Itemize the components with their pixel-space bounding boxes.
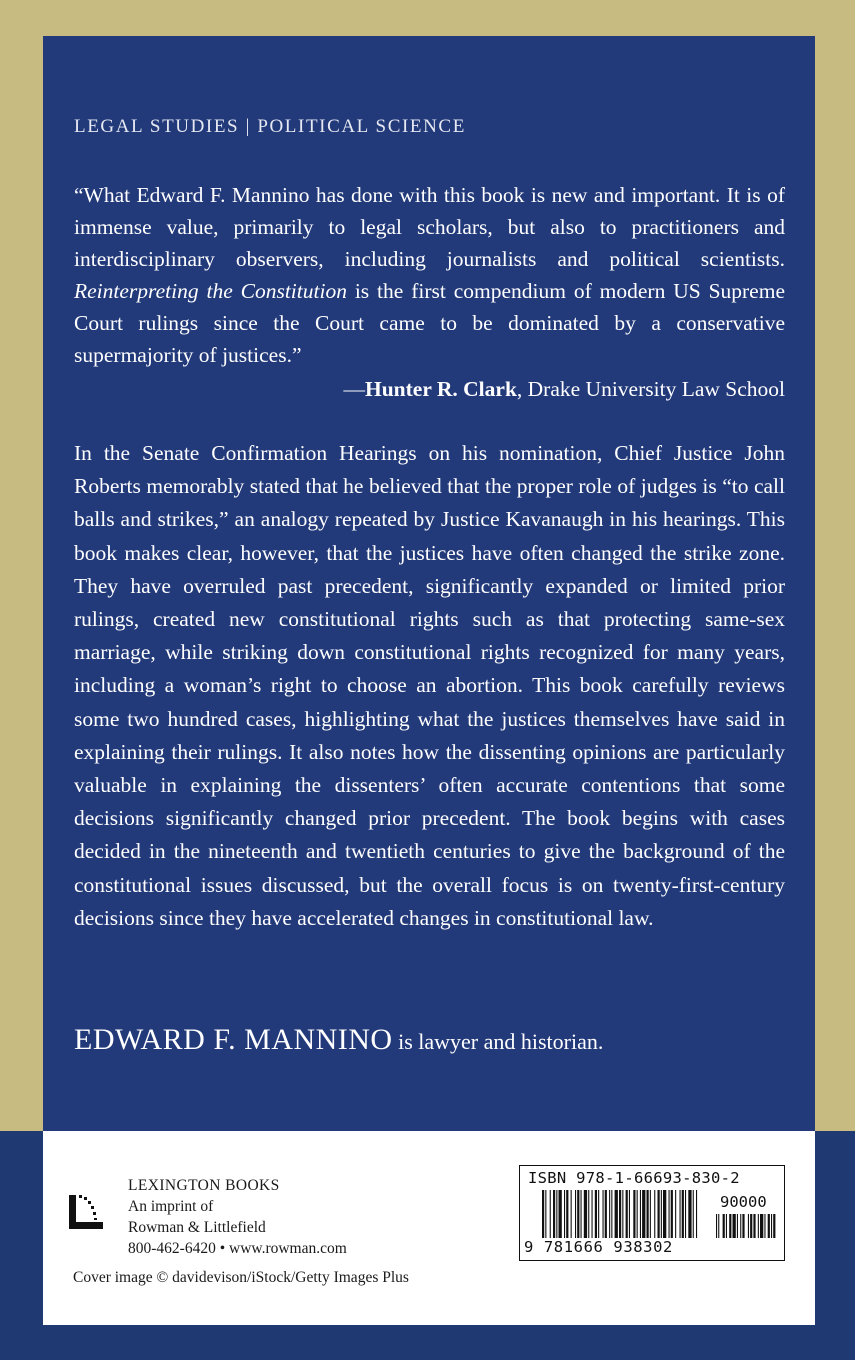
book-description bbox=[74, 437, 785, 935]
barcode-bar bbox=[611, 1190, 612, 1238]
barcode-bar bbox=[688, 1190, 691, 1238]
barcode-bar bbox=[575, 1190, 576, 1238]
barcode-bar bbox=[598, 1190, 599, 1238]
author-name: EDWARD F. MANNINO bbox=[74, 1023, 393, 1056]
barcode-bar bbox=[545, 1190, 546, 1238]
barcode-bar bbox=[737, 1214, 738, 1238]
publisher-contact: 800-462-6420 • www.rowman.com bbox=[128, 1240, 347, 1257]
barcode-bar bbox=[566, 1190, 568, 1238]
barcode-bar bbox=[661, 1190, 662, 1238]
barcode-bar bbox=[682, 1190, 684, 1238]
barcode-bar bbox=[693, 1190, 694, 1238]
barcode-bar bbox=[619, 1190, 621, 1238]
barcode-bar bbox=[748, 1214, 749, 1238]
barcode-bar bbox=[615, 1190, 618, 1238]
barcode-bar bbox=[726, 1214, 727, 1238]
barcode-bar bbox=[680, 1190, 681, 1238]
barcode-bar bbox=[626, 1190, 628, 1238]
barcode-bar bbox=[595, 1190, 597, 1238]
barcode-bar bbox=[603, 1190, 604, 1238]
barcode-bar bbox=[577, 1190, 579, 1238]
barcode-bar bbox=[637, 1190, 638, 1238]
barcode-bar bbox=[553, 1190, 555, 1238]
imprint-line: An imprint of bbox=[128, 1198, 214, 1215]
barcode-bar bbox=[592, 1190, 593, 1238]
barcode-bar bbox=[633, 1190, 635, 1238]
barcode-bar bbox=[669, 1190, 670, 1238]
lexington-logo-icon bbox=[69, 1191, 105, 1231]
barcode-bar bbox=[733, 1214, 736, 1238]
attribution-affiliation: , Drake University Law School bbox=[516, 377, 785, 401]
barcode-bar bbox=[718, 1214, 719, 1238]
barcode-bar bbox=[584, 1190, 587, 1238]
barcode-bar bbox=[559, 1190, 562, 1238]
barcode-bar bbox=[581, 1190, 582, 1238]
barcode-bar bbox=[622, 1190, 623, 1238]
barcode-bar bbox=[564, 1190, 565, 1238]
author-bio bbox=[74, 1023, 603, 1057]
category-label: LEGAL STUDIES | POLITICAL SCIENCE bbox=[74, 116, 466, 137]
barcode-bar bbox=[758, 1214, 759, 1238]
barcode-bar bbox=[716, 1214, 717, 1238]
description-text: In the Senate Confirmation Hearings on his nomination, Chief Justice John Roberts memorably stated that he believed that the proper role of judges is “to call balls and strikes,” an analogy repeated by Justice Kavanaugh in his hearings. This book makes clear, however, that the justices have often changed the strike zone. They have overruled past precedent, significantly expanded or limited prior rulings, created new constitutional rights such as that protecting same-sex marriage, while striking down constitutional rights recognized for many years, including a woman’s right to choose an abortion. This book carefully reviews some two hundred cases, highlighting what the justices themselves have said in explaining their rulings. It also notes how the dissenting opinions are particularly valuable in explaining the dissenters’ often accurate contentions that some decisions significantly changed prior precedent. The book begins with cases decided in the nineteenth and twentieth centuries to give the background of the constitutional issues discussed, but the overall focus is on twenty-first-century decisions since they have accelerated changes in constitutional law. bbox=[74, 441, 785, 930]
barcode-bar bbox=[642, 1190, 645, 1238]
quote-attribution bbox=[74, 373, 785, 405]
barcode-bar bbox=[723, 1214, 725, 1238]
barcode-bar bbox=[663, 1190, 666, 1238]
barcode-bar bbox=[550, 1190, 551, 1238]
author-bio-text: is lawyer and historian. bbox=[392, 1029, 604, 1054]
barcode-bar bbox=[605, 1190, 607, 1238]
publisher-panel bbox=[43, 1131, 815, 1325]
isbn-number: ISBN 978-1-66693-830-2 bbox=[528, 1169, 740, 1187]
price-code: 90000 bbox=[720, 1193, 767, 1211]
parent-publisher: Rowman & Littlefield bbox=[128, 1219, 266, 1236]
publisher-info bbox=[128, 1175, 347, 1259]
quote-book-title: Reinterpreting the Constitution bbox=[74, 279, 347, 303]
barcode-bar bbox=[556, 1190, 557, 1238]
barcode-bar bbox=[658, 1190, 660, 1238]
barcode-bar bbox=[650, 1190, 651, 1238]
barcode-bar bbox=[768, 1214, 770, 1238]
barcode-bar bbox=[764, 1214, 765, 1238]
barcode-bar bbox=[609, 1190, 610, 1238]
back-cover-panel bbox=[43, 36, 815, 1132]
quote-text-start: “What Edward F. Mannino has done with this book is new and important. It is of immense value, primarily to legal scholars, but also to practitioners and interdisciplinary observers, including journalists and political scientists. bbox=[74, 183, 785, 271]
quote-text-end: is the first compendium of modern US Supreme Court rulings since the Court came to be dominated by a conservative supermajority of justices.” bbox=[74, 279, 785, 367]
barcode-bar bbox=[740, 1214, 741, 1238]
barcode-bar bbox=[760, 1214, 763, 1238]
barcode-bar bbox=[647, 1190, 649, 1238]
cover-credit: Cover image © davidevison/iStock/Getty Images Plus bbox=[73, 1269, 409, 1286]
isbn-barcode bbox=[519, 1165, 785, 1261]
barcode-bar bbox=[753, 1214, 755, 1238]
barcode-bar bbox=[588, 1190, 589, 1238]
barcode-bar bbox=[729, 1214, 731, 1238]
barcode-bar bbox=[671, 1190, 673, 1238]
publisher-name: LEXINGTON BOOKS bbox=[128, 1177, 280, 1194]
barcode-bar bbox=[675, 1190, 676, 1238]
barcode-bar bbox=[696, 1190, 697, 1238]
ean-digits: 9 781666 938302 bbox=[524, 1238, 673, 1256]
endorsement-quote bbox=[74, 179, 785, 371]
barcode-bar bbox=[654, 1190, 655, 1238]
barcode-bar bbox=[750, 1214, 752, 1238]
barcode-bar bbox=[640, 1190, 641, 1238]
barcode-bar bbox=[685, 1190, 686, 1238]
barcode-bar bbox=[773, 1214, 775, 1238]
barcode-bar bbox=[542, 1190, 544, 1238]
barcode-bar bbox=[771, 1214, 772, 1238]
barcode-bar bbox=[571, 1190, 572, 1238]
attribution-dash: — bbox=[343, 377, 365, 401]
attribution-name: Hunter R. Clark bbox=[365, 377, 517, 401]
barcode-bar bbox=[742, 1214, 744, 1238]
barcode-bar bbox=[629, 1190, 630, 1238]
